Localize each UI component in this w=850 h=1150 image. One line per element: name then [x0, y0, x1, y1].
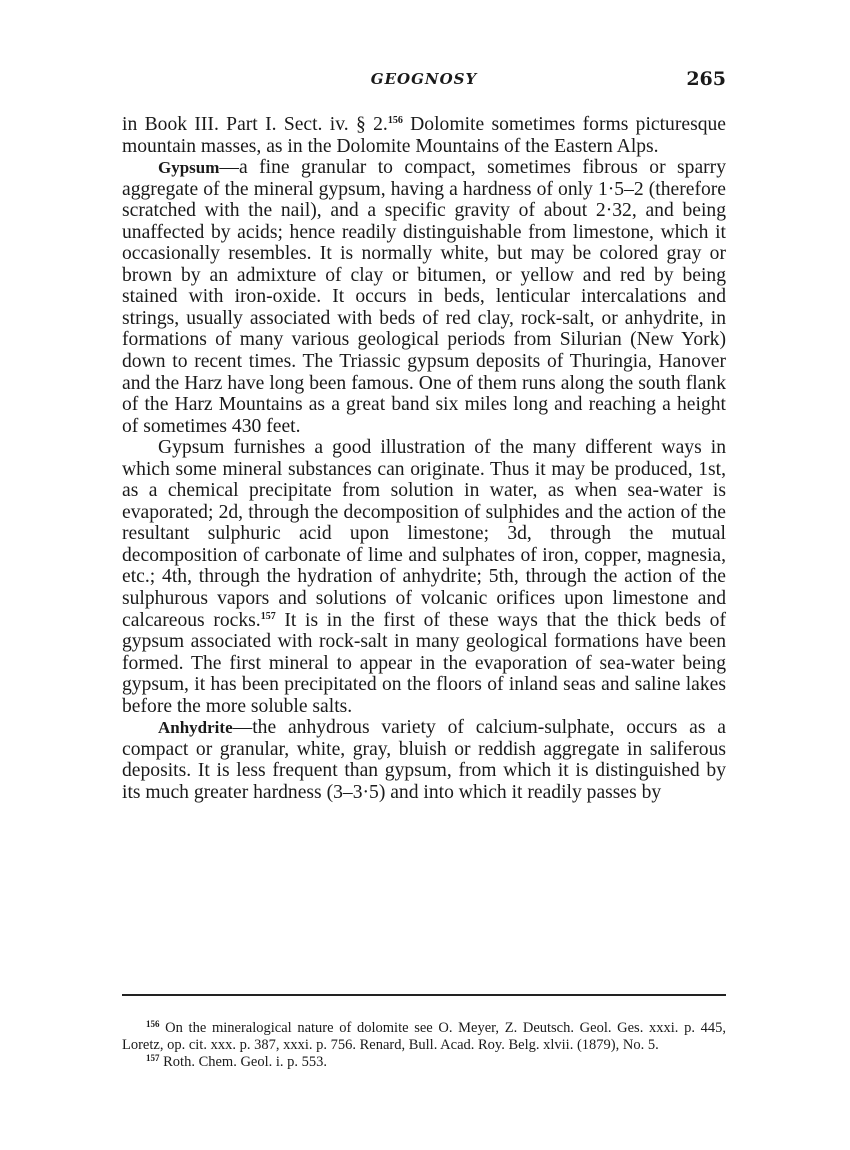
running-title: GEOGNOSY: [370, 70, 478, 88]
paragraph-lead: in Book III. Part I. Sect. iv. § 2.: [122, 114, 388, 135]
paragraph-anhydrite: [122, 717, 726, 803]
paragraph-text: —a fine granular to compact, sometimes fibrous or sparry aggregate of the mineral gypsum, having a hardness of only 1·5–2 (therefore scratched with the nail), and a specific gravity of about 2·32, and being unaffected by acids; hence readily distinguishable from limestone, which it occasionally resembles. It is normally white, but may be colored gray or brown by an admixture of clay or bitumen, or yellow and red by being stained with iron-oxide. It occurs in beds, lenticular intercalations and strings, usually associated with beds of red clay, rock-salt, or anhydrite, in formations of many various geological periods from Silurian (New York) down to recent times. The Triassic gypsum deposits of Thuringia, Hanover and the Harz have long been famous. One of them runs along the south flank of the Harz Mountains as a great band six miles long and reaching a height of sometimes 430 feet.: [122, 157, 726, 437]
footnote-divider: [122, 994, 726, 996]
footnote-ref-156: 156: [387, 115, 403, 126]
body-text: [122, 114, 726, 804]
footnote-text: On the mineralogical nature of dolomite see O. Meyer, Z. Deutsch. Geol. Ges. xxxi. p. 445, Loretz, op. cit. xxx. p. 387, xxxi. p. 756. Renard, Bull. Acad. Roy. Belg. xlvii. (1879), No. 5.: [122, 1020, 726, 1053]
term-anhydrite: Anhydrite: [158, 718, 233, 738]
paragraph-text: Dolomite sometimes forms picturesque mountain masses, as in the Dolomite Mountains of the Eastern Alps.: [122, 114, 726, 157]
paragraph-gypsum-origins: [122, 437, 726, 717]
footnote-156: [122, 1020, 726, 1054]
paragraph-text: It is in the first of these ways that the thick beds of gypsum associated with rock-salt in many geological formations have been formed. The first mineral to appear in the evaporation of sea-water being gypsum, it has been precipitated on the floors of inland seas and saline lakes before the more soluble salts.: [122, 609, 726, 717]
page-number: 265: [686, 68, 726, 90]
footnote-ref-157: 157: [260, 610, 276, 622]
footnote-157: [122, 1054, 726, 1071]
running-header: [122, 68, 726, 92]
footnote-number: 157: [146, 1053, 160, 1063]
footnotes: [122, 1020, 726, 1071]
term-gypsum: Gypsum: [158, 158, 220, 178]
paragraph-text: Gypsum furnishes a good illustration of the many different ways in which some mineral substances can originate. Thus it may be produced, 1st, as a chemical precipitate from solution in water, as when sea-water is evaporated; 2d, through the decomposition of sulphides and the action of the resultant sulphuric acid upon limestone; 3d, through the mutual decomposition of carbonate of lime and sulphates of iron, copper, magnesia, etc.; 4th, through the hydration of anhydrite; 5th, through the action of the sulphurous vapors and solutions of volcanic orifices upon limestone and calcareous rocks.: [122, 437, 726, 631]
paragraph-gypsum: [122, 157, 726, 437]
paragraph-dolomite: [122, 114, 726, 157]
footnote-text: Roth. Chem. Geol. i. p. 553.: [159, 1054, 328, 1070]
paragraph-text: —the anhydrous variety of calcium-sulphate, occurs as a compact or granular, white, gray, bluish or reddish aggregate in saliferous deposits. It is less frequent than gypsum, from which it is distinguished by its much greater hardness (3–3·5) and into which it readily passes by: [122, 717, 726, 803]
footnote-number: 156: [146, 1019, 160, 1029]
